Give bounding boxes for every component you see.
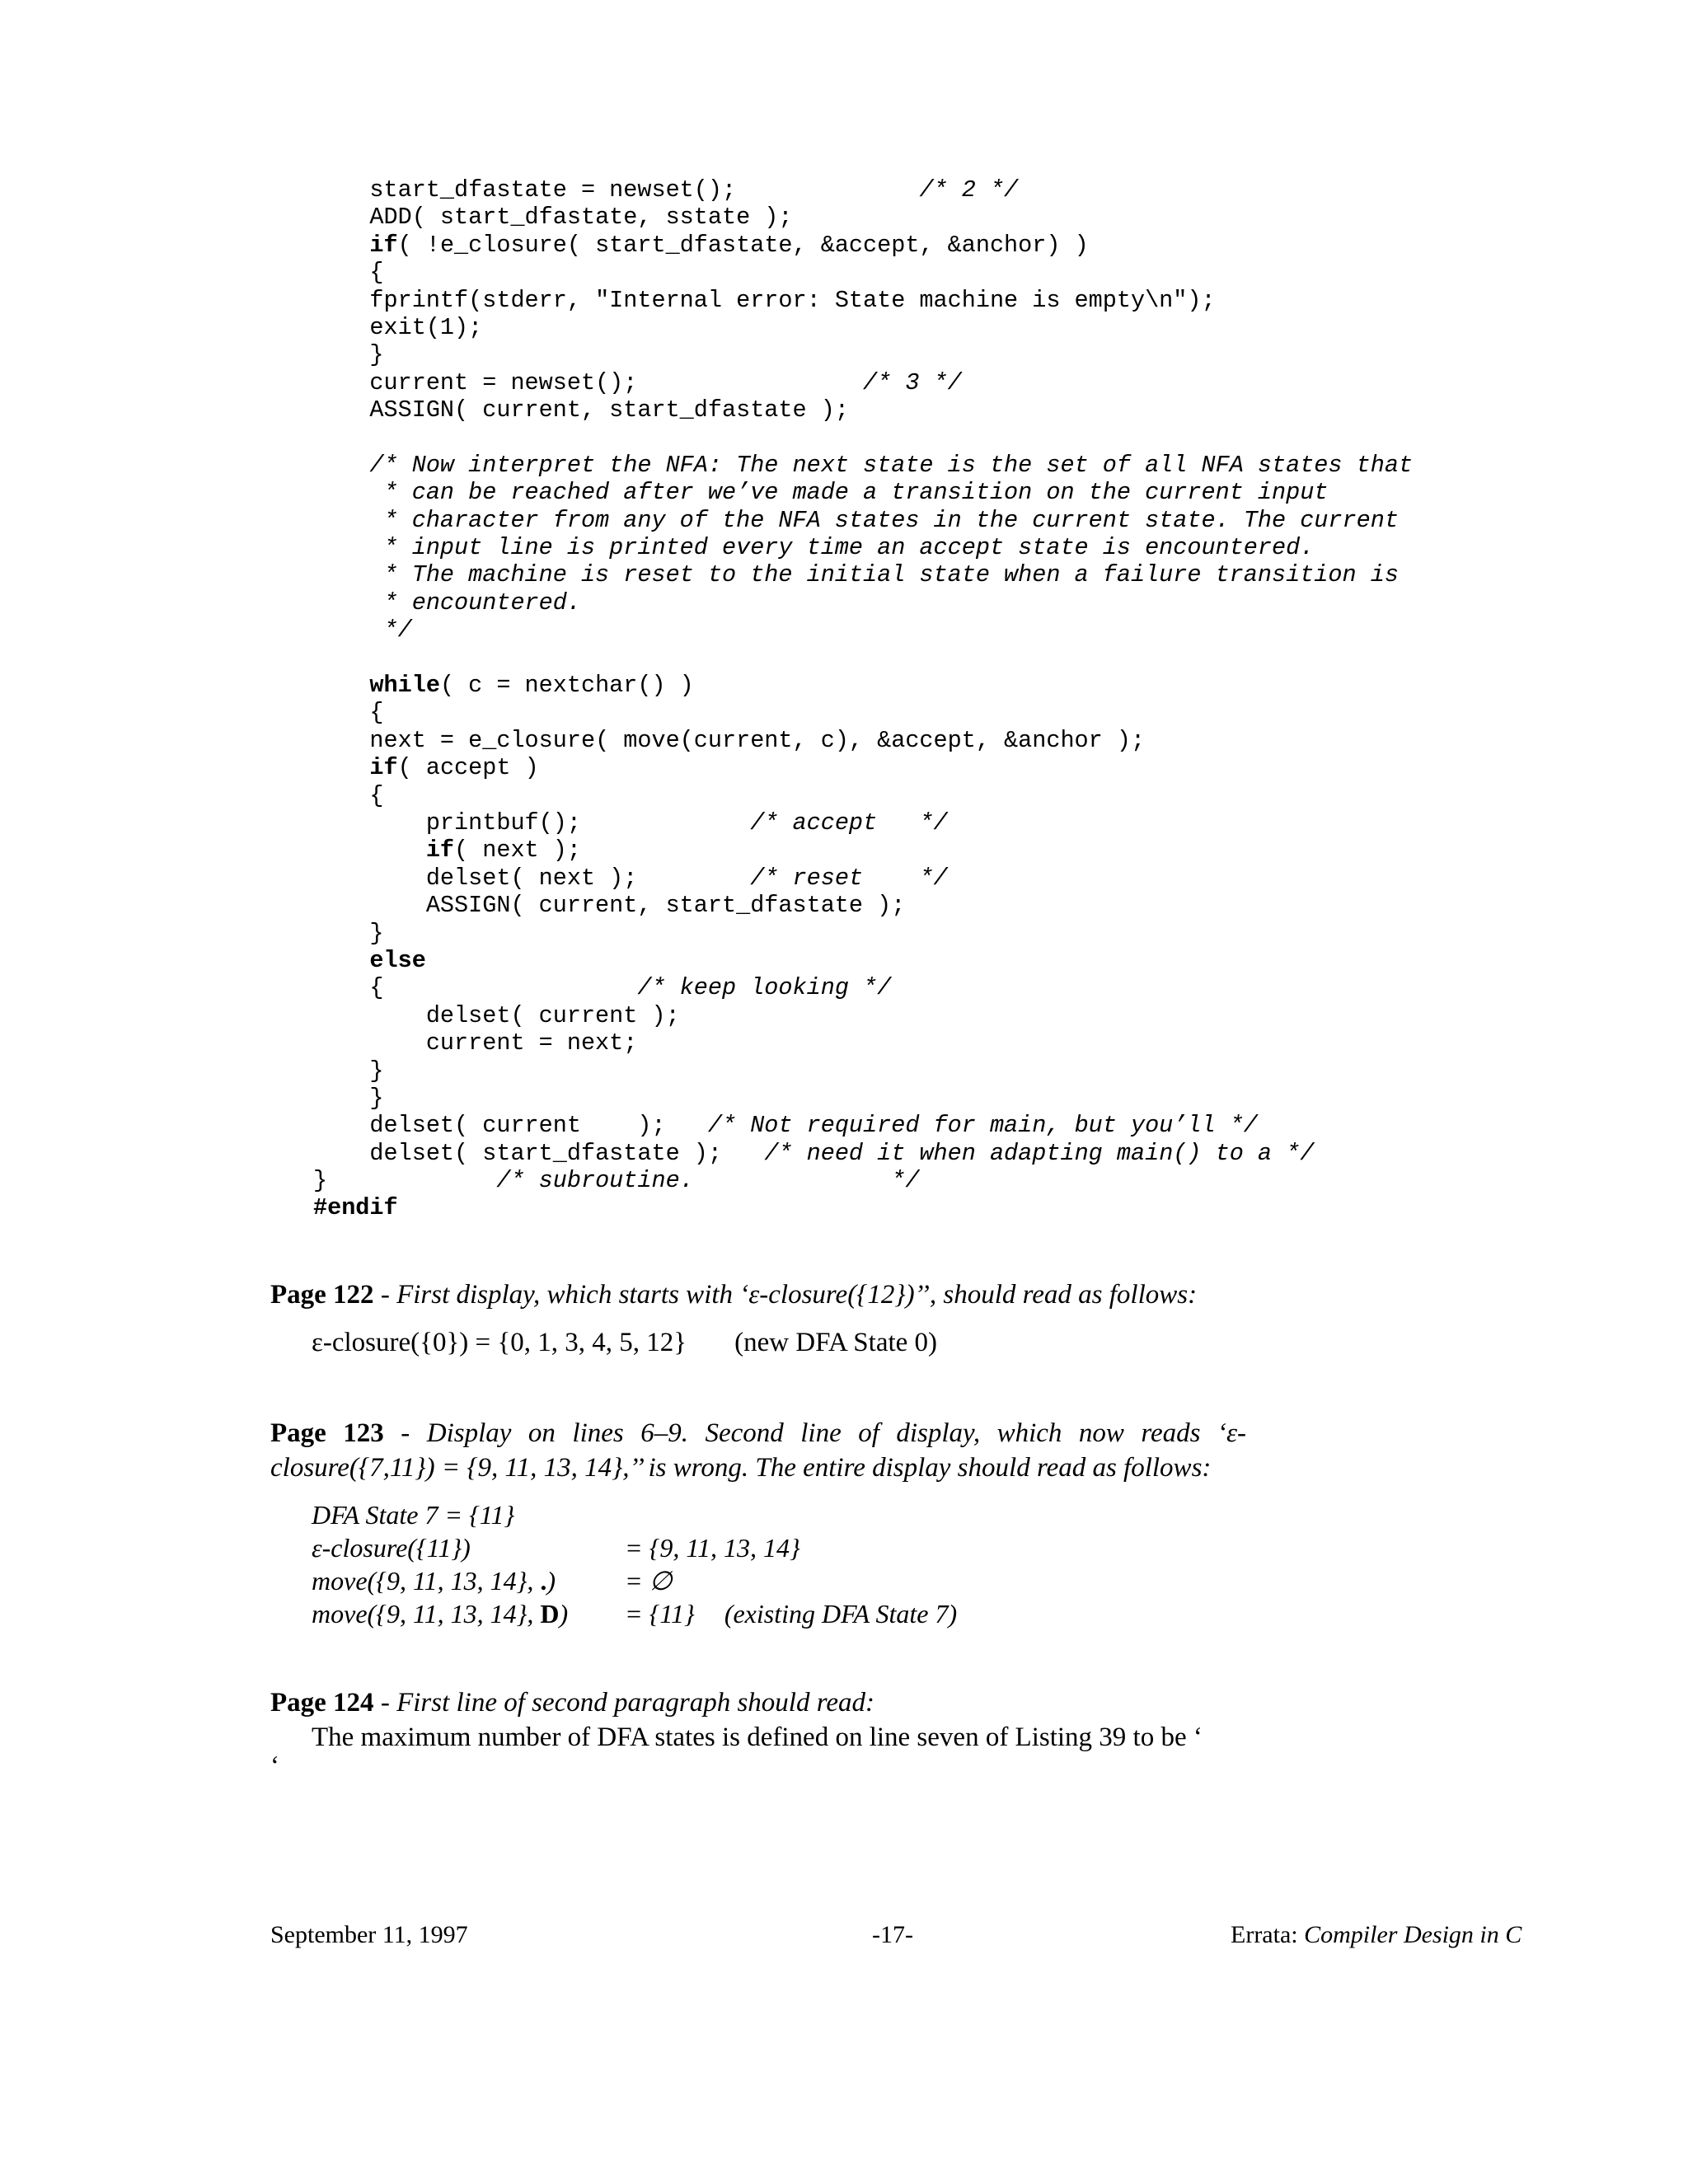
code-indent (313, 204, 369, 231)
code-comment: * input line is printed every time an accept state is encountered. (383, 534, 1315, 562)
code-indent (313, 452, 369, 479)
code-line (313, 1029, 1413, 1057)
code-keyword: #endif (313, 1194, 398, 1222)
code-line (313, 314, 1413, 341)
code-line (313, 479, 1413, 506)
code-indent (313, 809, 426, 837)
page-124-tail: ‘ (270, 1751, 279, 1781)
code-text: ( accept ) (397, 754, 539, 782)
code-line (313, 1112, 1413, 1139)
page-122-display (312, 1325, 1465, 1360)
code-line (313, 1194, 1413, 1221)
code-indent (313, 1140, 369, 1167)
code-indent (313, 699, 369, 726)
code-line (313, 1085, 1413, 1112)
code-indent (313, 1002, 426, 1029)
dfa-row-symbol: D (540, 1599, 560, 1629)
dfa-display-row (312, 1531, 1465, 1564)
code-indent (313, 727, 369, 754)
dfa-row-left: move({9, 11, 13, 14}, (312, 1599, 541, 1629)
dfa-display-row (312, 1498, 1465, 1531)
code-line (313, 561, 1413, 588)
code-text: { (369, 974, 638, 1002)
code-comment: * can be reached after we’ve made a transition on the current input (383, 479, 1329, 507)
code-text: ADD( start_dfastate, sstate ); (369, 204, 793, 232)
code-indent (313, 947, 369, 974)
footer-date: September 11, 1997 (270, 1921, 468, 1948)
page-124-separator: - (373, 1688, 397, 1718)
page-123-heading: Page 123 (270, 1418, 384, 1448)
code-text: { (369, 259, 384, 287)
dfa-row-left: move({9, 11, 13, 14}, (312, 1566, 541, 1596)
code-indent (313, 865, 426, 892)
code-text: ASSIGN( current, start_dfastate ); (369, 396, 849, 424)
dfa-row-right: = {11} (625, 1599, 695, 1629)
code-line (313, 920, 1413, 947)
dfa-row-left-tail: ) (559, 1599, 569, 1629)
code-line (313, 176, 1413, 204)
code-text: } (369, 341, 384, 369)
code-comment: /* keep looking */ (637, 974, 892, 1002)
code-line (313, 259, 1413, 286)
code-text: printbuf(); (425, 808, 751, 837)
code-line (313, 341, 1413, 368)
page-122-heading: Page 122 (270, 1280, 374, 1310)
code-indent (313, 782, 369, 809)
code-line (313, 865, 1413, 892)
code-line (313, 1140, 1413, 1167)
code-text: { (369, 781, 384, 809)
code-text: current = next; (425, 1029, 638, 1057)
dfa-row-left: DFA State 7 = {11} (312, 1500, 515, 1530)
code-line (313, 1002, 1413, 1029)
code-comment: * encountered. (383, 588, 581, 616)
footer-book-title: Compiler Design in C (1304, 1921, 1522, 1948)
code-comment: /* reset */ (750, 864, 948, 892)
code-text: ( !e_closure( start_dfastate, &accept, &anchor) ) (397, 231, 1089, 259)
code-indent (313, 1085, 369, 1112)
code-line (313, 837, 1413, 864)
code-text: ASSIGN( current, start_dfastate ); (425, 892, 906, 920)
code-line (313, 452, 1413, 479)
code-text: start_dfastate = newset(); (369, 176, 920, 204)
code-text: fprintf(stderr, "Internal error: State machine is empty\n"); (369, 286, 1216, 314)
code-comment: /* Now interpret the NFA: The next state is the set of all NFA states that (369, 451, 1414, 479)
code-indent (313, 561, 384, 588)
code-keyword: if (369, 231, 398, 259)
code-indent (313, 974, 369, 1001)
code-line (313, 616, 1413, 644)
code-line (313, 232, 1413, 259)
code-indent (313, 314, 369, 341)
code-line (313, 892, 1413, 919)
code-text: ( c = nextchar() ) (439, 672, 694, 700)
code-indent (313, 176, 369, 204)
code-indent (313, 1112, 369, 1139)
code-text: } (369, 1084, 384, 1112)
code-line (313, 672, 1413, 699)
code-keyword: if (425, 837, 455, 865)
code-indent (313, 837, 426, 864)
code-comment: */ (383, 616, 412, 644)
page-124-corrected-line: The maximum number of DFA states is defined on line seven of Listing 39 to be ‘ (312, 1722, 1203, 1752)
code-text: delset( start_dfastate ); (369, 1139, 765, 1167)
code-text: { (369, 699, 384, 727)
code-text: delset( current ); (369, 1112, 708, 1140)
code-text: ( next ); (454, 837, 581, 865)
code-comment: * The machine is reset to the initial state when a failure transition is (383, 561, 1399, 589)
dfa-row-right: = {9, 11, 13, 14} (625, 1533, 800, 1563)
code-comment: /* 2 */ (919, 176, 1019, 204)
code-keyword: if (369, 754, 398, 782)
code-indent (313, 369, 369, 396)
code-indent (313, 616, 384, 644)
code-comment: /* subroutine. */ (496, 1167, 920, 1195)
code-keyword: else (369, 946, 426, 974)
code-line (313, 947, 1413, 974)
dfa-row-right: = ∅ (625, 1566, 673, 1596)
code-comment: /* 3 */ (863, 368, 962, 396)
code-line (313, 754, 1413, 781)
code-line (313, 782, 1413, 809)
code-indent (313, 892, 426, 919)
code-text: exit(1); (369, 313, 483, 341)
dfa-row-symbol: . (540, 1566, 547, 1596)
code-text: next = e_closure( move(current, c), &accept, &anchor ); (369, 726, 1146, 754)
code-line (313, 396, 1413, 424)
dfa-row-note: (existing DFA State 7) (724, 1599, 958, 1629)
erratum-page-124 (270, 1685, 1246, 1781)
footer-page-number: -17- (872, 1921, 913, 1948)
code-indent (313, 754, 369, 781)
code-listing (313, 176, 1413, 1222)
footer-title-prefix: Errata: (1231, 1921, 1305, 1948)
dfa-row-left: ε-closure({11}) (312, 1533, 471, 1563)
code-line (313, 534, 1413, 561)
dfa-row-left-tail: ) (546, 1566, 556, 1596)
dfa-display-row (312, 1597, 1465, 1630)
code-line (313, 644, 1413, 672)
code-indent (313, 507, 384, 534)
code-indent (313, 259, 369, 286)
code-comment: * character from any of the NFA states in the current state. The current (383, 506, 1399, 534)
code-indent (313, 479, 384, 506)
code-line (313, 974, 1413, 1001)
code-line (313, 809, 1413, 837)
code-comment: /* need it when adapting main() to a */ (764, 1139, 1315, 1167)
page-122-separator: - (373, 1280, 397, 1310)
code-text: } (369, 1057, 384, 1085)
code-text: } (369, 919, 384, 947)
code-indent (313, 672, 369, 699)
page-122-display-note: (new DFA State 0) (734, 1328, 938, 1357)
page-122-text: First display, which starts with ‘ε-closure({12})’’, should read as follows: (396, 1280, 1198, 1310)
code-line (313, 589, 1413, 616)
code-line (313, 369, 1413, 396)
page-123-separator: - (383, 1418, 427, 1448)
code-text: delset( next ); (425, 864, 751, 892)
code-text: } (313, 1167, 497, 1195)
page-123-text: Display on lines 6–9. Second line of display, which now reads ‘ε-closure({7,11}) = {9, 11, 13, 14},’’ is wrong. The entire display should read as follows: (270, 1418, 1246, 1483)
page-123-display (312, 1498, 1465, 1630)
page-124-heading: Page 124 (270, 1688, 374, 1718)
code-keyword: while (369, 672, 440, 700)
code-line (313, 287, 1413, 314)
code-text: delset( current ); (425, 1001, 680, 1029)
code-line (313, 204, 1413, 231)
code-line (313, 727, 1413, 754)
dfa-display-row (312, 1564, 1465, 1597)
erratum-page-122 (270, 1277, 1523, 1312)
code-indent (313, 534, 384, 561)
code-indent (313, 341, 369, 368)
page-122-display-expr: ε-closure({0}) = {0, 1, 3, 4, 5, 12} (312, 1328, 687, 1357)
code-indent (313, 589, 384, 616)
footer-title (1231, 1920, 1522, 1950)
code-indent (313, 396, 369, 424)
code-text: current = newset(); (369, 368, 864, 396)
erratum-page-123 (270, 1416, 1246, 1485)
code-line (313, 507, 1413, 534)
code-indent (313, 287, 369, 314)
code-indent (313, 1029, 426, 1057)
code-indent (313, 232, 369, 259)
code-line (313, 424, 1413, 452)
code-indent (313, 1057, 369, 1085)
code-line (313, 699, 1413, 726)
code-comment: /* accept */ (750, 808, 948, 837)
code-comment: /* Not required for main, but you’ll */ (707, 1112, 1258, 1140)
code-indent (313, 920, 369, 947)
code-line (313, 1167, 1413, 1194)
code-line (313, 1057, 1413, 1085)
page-124-text: First line of second paragraph should read: (396, 1688, 874, 1718)
